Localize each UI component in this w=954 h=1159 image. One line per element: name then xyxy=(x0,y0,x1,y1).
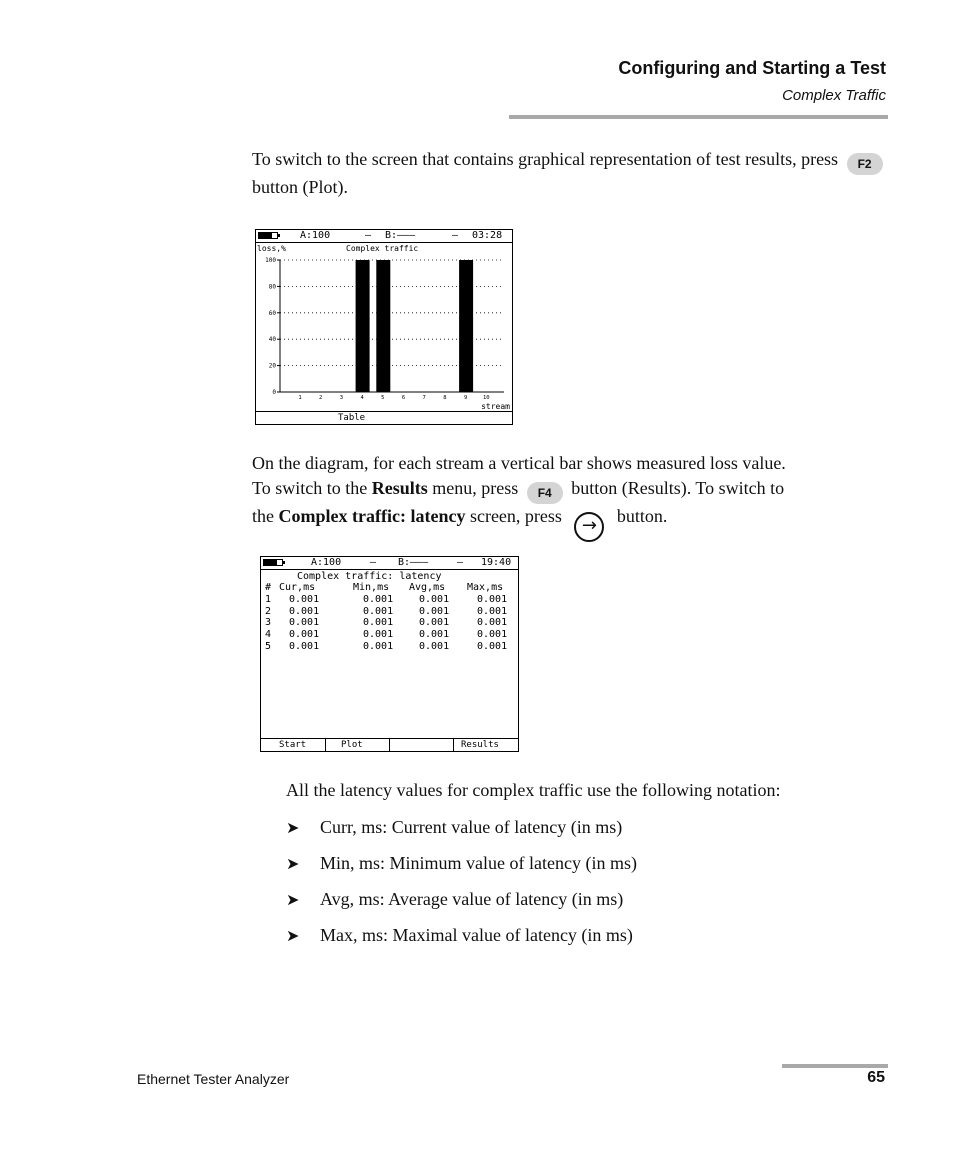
table-cell: 0.001 xyxy=(289,605,320,617)
para1-text-after: button (Plot). xyxy=(252,177,349,197)
right-arrow-key-icon: → xyxy=(574,512,604,542)
para2-line3-f: button. xyxy=(616,506,668,526)
latency-term: latency xyxy=(410,506,466,526)
page-number: 65 xyxy=(867,1069,885,1086)
column-header: Avg,ms xyxy=(409,582,446,593)
x-tick-label: 5 xyxy=(381,395,385,401)
table-cell: 0.001 xyxy=(419,640,450,652)
y-axis-label: loss,% xyxy=(257,244,286,253)
table-cell: 3 xyxy=(265,617,272,629)
x-tick-label: 10 xyxy=(482,395,490,401)
footer-rule xyxy=(782,1064,888,1068)
table-cell: 0.001 xyxy=(419,593,450,605)
status-dash-1: – xyxy=(370,557,377,568)
bar-stream-4 xyxy=(356,260,370,392)
status-a: A:100 xyxy=(311,557,342,568)
status-a: A:100 xyxy=(300,230,331,241)
arrow-bullet-icon: ➤ xyxy=(286,890,300,909)
status-b: B:——— xyxy=(398,557,429,568)
table-cell: 0.001 xyxy=(477,629,508,641)
footer-product-name: Ethernet Tester Analyzer xyxy=(137,1071,290,1087)
x-tick-label: 4 xyxy=(360,395,364,401)
table-cell: 0.001 xyxy=(289,629,320,641)
column-header: # xyxy=(265,582,272,593)
f4-key-icon: F4 xyxy=(527,482,563,504)
y-tick-label: 20 xyxy=(268,362,276,370)
status-b: B:——— xyxy=(385,230,416,241)
table-title: Complex traffic: latency xyxy=(297,571,442,582)
latency-screenshot xyxy=(260,556,519,752)
table-cell: 4 xyxy=(265,629,272,641)
table-cell: 0.001 xyxy=(289,593,320,605)
list-item-text: Min, ms: Minimum value of latency (in ms) xyxy=(320,853,637,873)
table-cell: 0.001 xyxy=(419,629,450,641)
table-cell: 0.001 xyxy=(419,605,450,617)
softkey-divider xyxy=(325,739,326,751)
section-subtitle: Complex Traffic xyxy=(782,87,886,104)
table-cell: 1 xyxy=(265,593,272,605)
list-item xyxy=(286,817,622,838)
table-cell: 0.001 xyxy=(363,605,394,617)
softkey-table[interactable]: Table xyxy=(338,413,366,423)
x-tick-label: 1 xyxy=(298,395,302,401)
softkey-bar xyxy=(261,738,518,751)
y-tick-label: 100 xyxy=(265,257,276,264)
para1-text-before: To switch to the screen that contains graphical representation of test results, press xyxy=(252,149,839,169)
bar-stream-5 xyxy=(376,260,390,392)
table-cell: 0.001 xyxy=(477,640,508,652)
chart-title: Complex traffic xyxy=(346,244,419,253)
y-tick-label: 40 xyxy=(268,336,276,344)
x-tick-label: 3 xyxy=(339,395,344,401)
status-dash-2: – xyxy=(457,557,464,568)
y-tick-label: 80 xyxy=(268,283,276,291)
list-item-text: Max, ms: Maximal value of latency (in ms) xyxy=(320,925,633,945)
column-header: Max,ms xyxy=(467,582,504,593)
y-tick-label: 60 xyxy=(268,309,276,317)
y-tick-label: 0 xyxy=(272,389,276,396)
para2-line3-e: screen, press xyxy=(469,506,562,526)
table-cell: 0.001 xyxy=(289,640,320,652)
x-axis-label: stream xyxy=(481,402,510,411)
notation-intro: All the latency values for complex traffic use the following notation: xyxy=(286,780,781,800)
arrow-bullet-icon: ➤ xyxy=(286,926,300,945)
table-cell: 0.001 xyxy=(477,593,508,605)
table-cell: 0.001 xyxy=(363,593,394,605)
x-tick-label: 9 xyxy=(463,395,468,401)
para2-line3-a: the xyxy=(252,506,274,526)
x-tick-label: 8 xyxy=(443,395,447,401)
table-cell: 5 xyxy=(265,640,272,652)
header-rule xyxy=(509,115,888,119)
para2-line2-a: To switch to the xyxy=(252,478,368,498)
table-cell: 0.001 xyxy=(289,617,320,629)
status-time: 19:40 xyxy=(481,557,512,568)
table-cell: 2 xyxy=(265,605,272,617)
complex-traffic-term: Complex traffic xyxy=(278,506,400,526)
column-header: Min,ms xyxy=(353,582,390,593)
results-term: Results xyxy=(371,478,428,498)
arrow-bullet-icon: ➤ xyxy=(286,818,300,837)
softkey-divider xyxy=(453,739,454,751)
table-cell: 0.001 xyxy=(477,605,508,617)
x-tick-label: 6 xyxy=(401,395,406,401)
status-bar xyxy=(261,557,518,570)
softkey-divider xyxy=(389,739,390,751)
para2-line1: On the diagram, for each stream a vertical bar shows measured loss value. xyxy=(252,453,786,473)
table-cell: 0.001 xyxy=(419,617,450,629)
table-cell: 0.001 xyxy=(363,629,394,641)
diagram-paragraph xyxy=(252,451,892,542)
softkey-bar xyxy=(256,411,512,424)
softkey-results[interactable]: Results xyxy=(461,740,499,750)
x-tick-label: 2 xyxy=(319,395,323,401)
para2-line2-c: menu, press xyxy=(432,478,519,498)
arrow-bullet-icon: ➤ xyxy=(286,854,300,873)
latency-table xyxy=(265,571,508,652)
battery-icon xyxy=(263,559,283,566)
softkey-start[interactable]: Start xyxy=(279,740,307,750)
f2-key-icon: F2 xyxy=(847,153,883,175)
x-tick-label: 7 xyxy=(422,395,426,401)
list-item xyxy=(286,889,623,910)
column-header: Cur,ms xyxy=(279,582,316,593)
list-item xyxy=(286,925,633,946)
softkey-plot[interactable]: Plot xyxy=(341,740,363,750)
intro-paragraph xyxy=(252,147,892,200)
list-item xyxy=(286,853,637,874)
loss-bar-chart xyxy=(256,242,512,412)
para2-line2-d: button (Results). To switch to xyxy=(571,478,785,498)
bar-stream-9 xyxy=(459,260,473,392)
table-cell: 0.001 xyxy=(363,640,394,652)
status-dash-2: – xyxy=(452,230,459,241)
status-dash-1: – xyxy=(365,230,372,241)
plot-screenshot xyxy=(255,229,513,425)
list-item-text: Avg, ms: Average value of latency (in ms) xyxy=(320,889,624,909)
battery-icon xyxy=(258,232,278,239)
table-cell: 0.001 xyxy=(363,617,394,629)
status-time: 03:28 xyxy=(472,230,503,241)
table-cell: 0.001 xyxy=(477,617,508,629)
section-title: Configuring and Starting a Test xyxy=(618,58,886,78)
colon-term: : xyxy=(399,506,406,526)
list-item-text: Curr, ms: Current value of latency (in ms) xyxy=(320,817,623,837)
